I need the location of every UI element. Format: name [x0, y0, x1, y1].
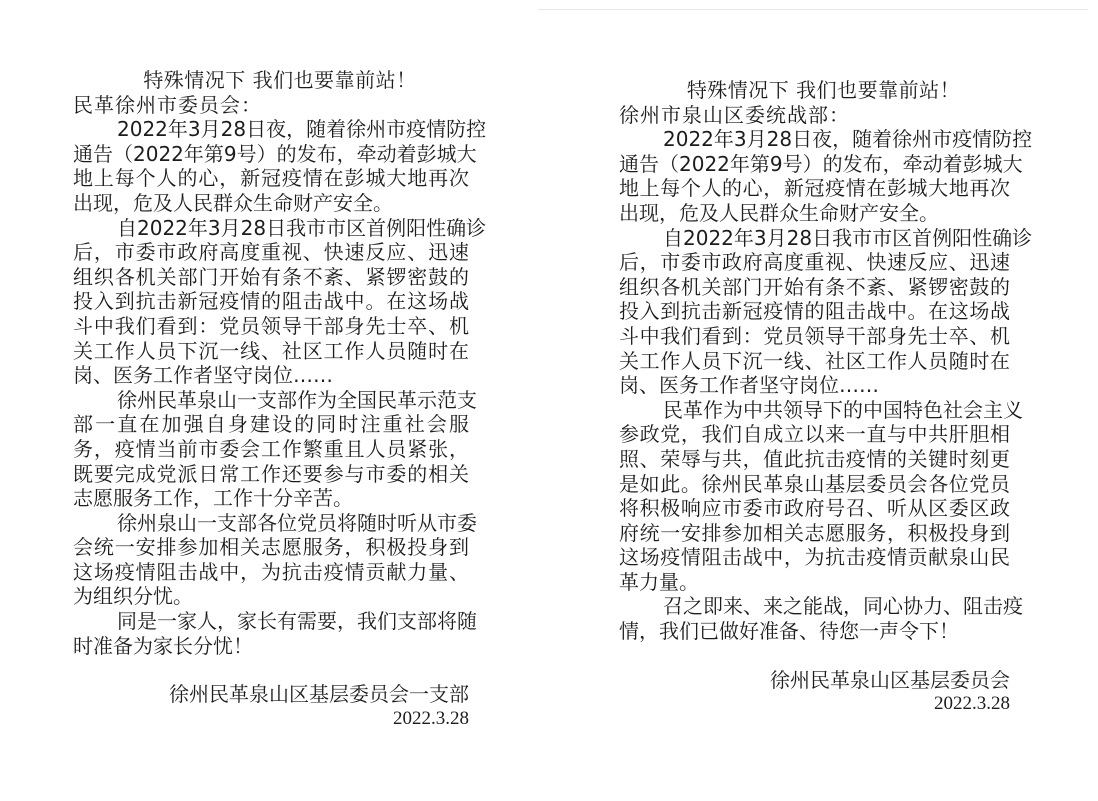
- text-line: 投入到抗击新冠疫情的阻击战中。在这场战: [619, 299, 1010, 324]
- letter-page-left: [0, 0, 536, 801]
- text-line: 投入到抗击新冠疫情的阻击战中。在这场战: [73, 289, 469, 314]
- text-line: 部一直在加强自身建设的同时注重社会服: [73, 412, 469, 437]
- signature: 徐州民革泉山区基层委员会: [770, 667, 1010, 692]
- text-line: 徐州泉山一支部各位党员将随时听从市委: [117, 510, 477, 535]
- text-line: 这场疫情阻击战中，为抗击疫情贡献泉山民: [619, 545, 1010, 570]
- text-line: 2022年3月28日夜，随着徐州市疫情防控: [117, 117, 487, 142]
- text-line: 这场疫情阻击战中，为抗击疫情贡献力量、: [73, 559, 469, 584]
- text-line: 府统一安排参加相关志愿服务，积极投身到: [619, 520, 1010, 545]
- text-line: 岗、医务工作者坚守岗位……: [619, 373, 879, 398]
- text-line: 时准备为家长分忧！: [73, 633, 253, 658]
- text-line: 情，我们已做好准备、待您一声令下！: [619, 619, 959, 644]
- text-line: 既要完成党派日常工作还要参与市委的相关: [73, 461, 469, 486]
- spacer: [73, 658, 469, 682]
- paragraph-5: [73, 609, 477, 658]
- letter-title: 特殊情况下 我们也要靠前站！: [686, 78, 961, 102]
- paragraph-2: [73, 215, 487, 388]
- letter-page-right: [538, 0, 1088, 801]
- page-edge-divider: [538, 9, 1088, 10]
- paragraph-4: [619, 594, 1023, 644]
- text-line: 斗中我们看到：党员领导干部身先士卒、机: [73, 313, 469, 338]
- paragraph-3: [619, 397, 1023, 595]
- text-line: 通告（2022年第9号）的发布，牵动着彭城大: [73, 141, 477, 166]
- text-line: 民革作为中共领导下的中国特色社会主义: [663, 397, 1023, 422]
- text-line: 组织各机关部门开始有条不紊、紧锣密鼓的: [73, 264, 469, 289]
- signature: 徐州民革泉山区基层委员会一支部: [169, 682, 469, 707]
- letter-title: 特殊情况下 我们也要靠前站！: [143, 68, 417, 92]
- text-line: 岗、医务工作者坚守岗位……: [73, 363, 333, 388]
- text-line: 自2022年3月28日我市市区首例阳性确诊: [663, 225, 1033, 250]
- text-line: 地上每个人的心，新冠疫情在彭城大地再次: [73, 166, 469, 191]
- text-line: 关工作人员下沉一线、社区工作人员随时在: [619, 348, 1010, 373]
- letter-body: [73, 68, 487, 731]
- text-line: 出现，危及人民群众生命财产安全。: [619, 200, 939, 225]
- text-line: 出现，危及人民群众生命财产安全。: [73, 190, 393, 215]
- text-line: 参政党，我们自成立以来一直与中共肝胆相: [619, 422, 1010, 447]
- text-line: 同是一家人，家长有需要，我们支部将随: [117, 609, 477, 634]
- letter-date: 2022.3.28: [934, 693, 1010, 715]
- paragraph-3: [73, 387, 477, 511]
- letter-body: [619, 78, 1033, 717]
- text-line: 组织各机关部门开始有条不紊、紧锣密鼓的: [619, 274, 1010, 299]
- text-line: 2022年3月28日夜，随着徐州市疫情防控: [663, 127, 1033, 152]
- text-line: 是如此。徐州民革泉山基层委员会各位党员: [619, 471, 1010, 496]
- text-line: 后，市委市政府高度重视、快速反应、迅速: [619, 250, 1010, 275]
- text-line: 后，市委市政府高度重视、快速反应、迅速: [73, 240, 469, 265]
- text-line: 关工作人员下沉一线、社区工作人员随时在: [73, 338, 469, 363]
- paragraph-4: [73, 510, 477, 609]
- text-line: 革力量。: [619, 569, 699, 594]
- letter-salutation: 徐州市泉山区委统战部：: [619, 102, 850, 127]
- letter-salutation: 民革徐州市委员会：: [73, 92, 262, 117]
- paragraph-1: [619, 127, 1033, 225]
- text-line: 地上每个人的心，新冠疫情在彭城大地再次: [619, 176, 1010, 201]
- text-line: 徐州民革泉山一支部作为全国民革示范支: [117, 387, 477, 412]
- text-line: 志愿服务工作，工作十分辛苦。: [73, 486, 353, 511]
- text-line: 务，疫情当前市委会工作繁重且人员紧张，: [73, 436, 469, 461]
- paragraph-2: [619, 225, 1033, 398]
- text-line: 将积极响应市委市政府号召、听从区委区政: [619, 496, 1010, 521]
- paragraph-1: [73, 117, 487, 215]
- text-line: 会统一安排参加相关志愿服务，积极投身到: [73, 535, 469, 560]
- text-line: 通告（2022年第9号）的发布，牵动着彭城大: [619, 151, 1023, 176]
- letter-date: 2022.3.28: [393, 707, 469, 729]
- text-line: 为组织分忧。: [73, 584, 193, 609]
- text-line: 照、荣辱与共，值此抗击疫情的关键时刻更: [619, 446, 1010, 471]
- text-line: 召之即来、来之能战，同心协力、阻击疫: [663, 594, 1023, 619]
- text-line: 斗中我们看到：党员领导干部身先士卒、机: [619, 323, 1010, 348]
- text-line: 自2022年3月28日我市市区首例阳性确诊: [117, 215, 487, 240]
- spacer: [619, 644, 1010, 668]
